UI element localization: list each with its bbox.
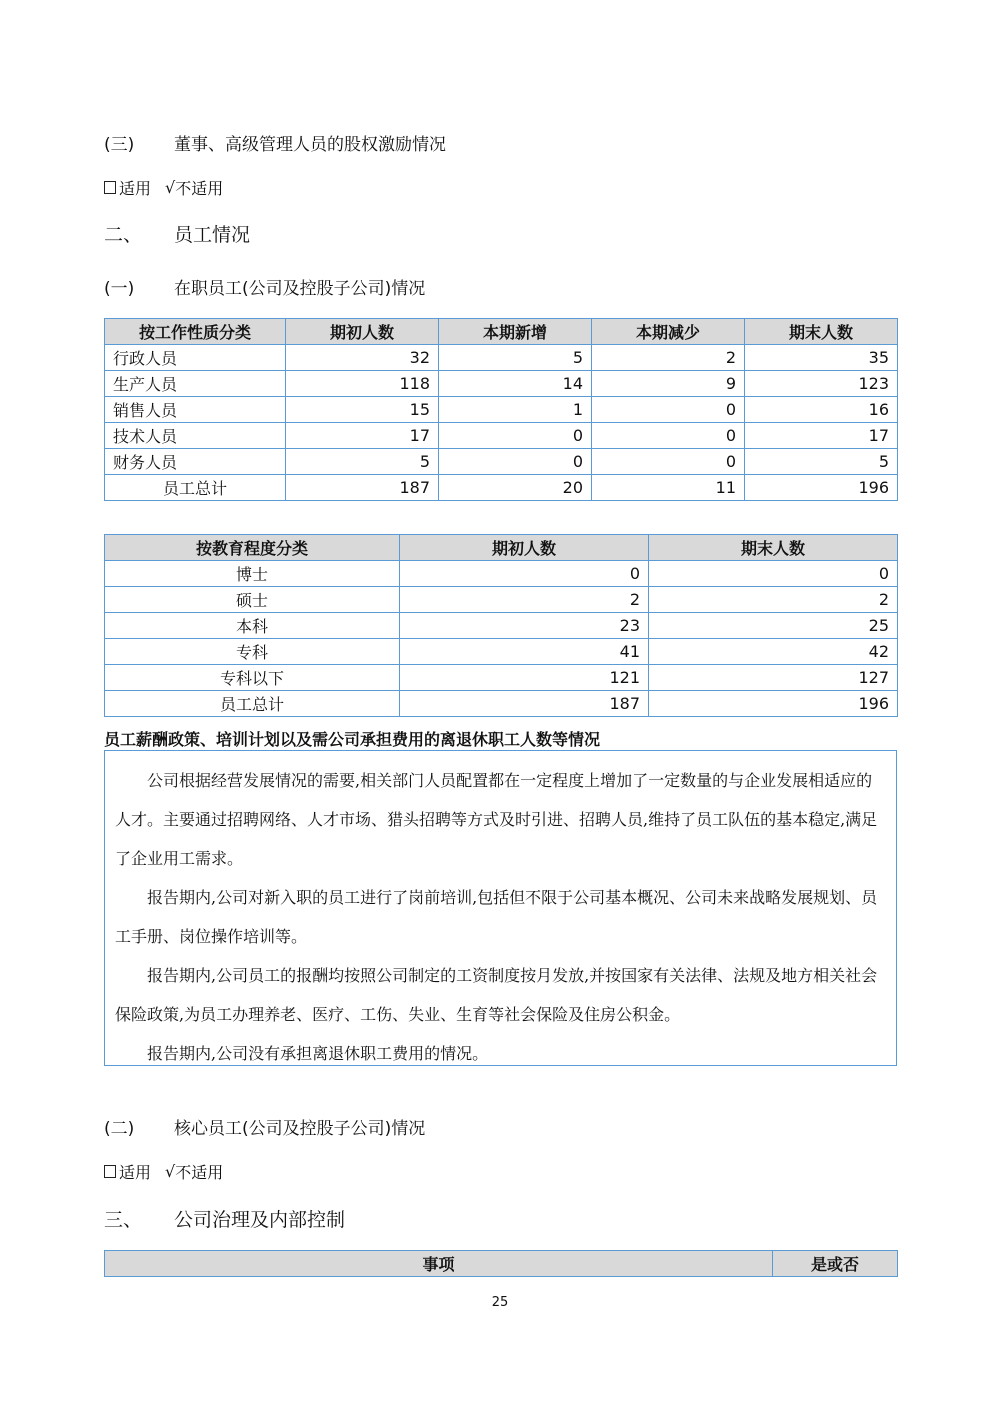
table-row xyxy=(105,639,898,665)
value-cell: 35 xyxy=(745,345,898,371)
table-header-row xyxy=(105,535,898,561)
value-cell: 20 xyxy=(439,475,592,501)
value-cell: 23 xyxy=(400,613,649,639)
header-cell: 按工作性质分类 xyxy=(105,319,286,345)
table-by-education xyxy=(104,534,898,717)
option-not-applicable: 不适用 xyxy=(175,179,224,198)
value-cell: 5 xyxy=(745,449,898,475)
section-2-2-heading xyxy=(104,1114,425,1139)
value-cell: 0 xyxy=(400,561,649,587)
value-cell: 2 xyxy=(649,587,898,613)
header-cell: 按教育程度分类 xyxy=(105,535,400,561)
policy-paragraph: 报告期内,公司对新入职的员工进行了岗前培训,包括但不限于公司基本概况、公司未来战略发展规划、员工手册、岗位操作培训等。 xyxy=(115,888,878,946)
value-cell: 25 xyxy=(649,613,898,639)
category-cell: 博士 xyxy=(105,561,400,587)
header-cell: 期初人数 xyxy=(400,535,649,561)
value-cell: 187 xyxy=(400,691,649,717)
value-cell: 0 xyxy=(649,561,898,587)
table-row xyxy=(105,397,898,423)
section-number: (一) xyxy=(104,279,135,299)
value-cell: 0 xyxy=(439,423,592,449)
header-cell: 是或否 xyxy=(773,1251,898,1277)
value-cell: 16 xyxy=(745,397,898,423)
value-cell: 41 xyxy=(400,639,649,665)
table-row xyxy=(105,345,898,371)
option-applicable: 适用 xyxy=(119,179,152,198)
table-total-row xyxy=(105,475,898,501)
value-cell: 0 xyxy=(592,397,745,423)
value-cell: 123 xyxy=(745,371,898,397)
value-cell: 127 xyxy=(649,665,898,691)
header-cell: 本期新增 xyxy=(439,319,592,345)
policy-text-box xyxy=(104,750,897,1066)
category-cell: 财务人员 xyxy=(105,449,286,475)
value-cell: 32 xyxy=(286,345,439,371)
section-number: 二、 xyxy=(104,224,143,246)
category-cell: 本科 xyxy=(105,613,400,639)
value-cell: 1 xyxy=(439,397,592,423)
option-not-applicable: 不适用 xyxy=(175,1163,224,1182)
header-cell: 本期减少 xyxy=(592,319,745,345)
value-cell: 17 xyxy=(745,423,898,449)
value-cell: 2 xyxy=(592,345,745,371)
policy-paragraph: 报告期内,公司没有承担离退休职工费用的情况。 xyxy=(147,1044,489,1063)
value-cell: 0 xyxy=(592,449,745,475)
table-total-row xyxy=(105,691,898,717)
value-cell: 2 xyxy=(400,587,649,613)
header-cell: 事项 xyxy=(105,1251,773,1277)
policy-paragraph: 公司根据经营发展情况的需要,相关部门人员配置都在一定程度上增加了一定数量的与企业发展相适应的人才。主要通过招聘网络、人才市场、猎头招聘等方式及时引进、招聘人员,维持了员工队伍的基本稳定,满足了企业用工需求。 xyxy=(115,771,878,868)
value-cell: 9 xyxy=(592,371,745,397)
total-label-cell: 员工总计 xyxy=(105,691,400,717)
section-title: 董事、高级管理人员的股权激励情况 xyxy=(174,135,446,155)
table-row xyxy=(105,665,898,691)
section-title: 在职员工(公司及控股子公司)情况 xyxy=(174,279,426,299)
total-label-cell: 员工总计 xyxy=(105,475,286,501)
table-by-work-nature xyxy=(104,318,898,501)
page-number: 25 xyxy=(491,1295,509,1310)
applicability-row-2 xyxy=(104,1160,223,1183)
value-cell: 121 xyxy=(400,665,649,691)
value-cell: 196 xyxy=(649,691,898,717)
applicability-row-1 xyxy=(104,176,223,199)
header-cell: 期末人数 xyxy=(745,319,898,345)
policy-caption: 员工薪酬政策、培训计划以及需公司承担费用的离退休职工人数等情况 xyxy=(104,730,601,749)
checkbox-unchecked-icon[interactable] xyxy=(104,181,116,194)
table-row xyxy=(105,449,898,475)
section-title: 核心员工(公司及控股子公司)情况 xyxy=(174,1119,426,1139)
option-applicable: 适用 xyxy=(119,1163,152,1182)
section-number: (三) xyxy=(104,135,135,155)
checkbox-unchecked-icon[interactable] xyxy=(104,1165,116,1178)
value-cell: 0 xyxy=(592,423,745,449)
value-cell: 17 xyxy=(286,423,439,449)
table-row xyxy=(105,371,898,397)
category-cell: 生产人员 xyxy=(105,371,286,397)
table-row xyxy=(105,587,898,613)
table-header-row xyxy=(105,319,898,345)
section-number: (二) xyxy=(104,1119,135,1139)
value-cell: 14 xyxy=(439,371,592,397)
value-cell: 42 xyxy=(649,639,898,665)
header-cell: 期末人数 xyxy=(649,535,898,561)
category-cell: 专科 xyxy=(105,639,400,665)
value-cell: 187 xyxy=(286,475,439,501)
table-row xyxy=(105,561,898,587)
section-3-heading xyxy=(104,1205,345,1232)
section-title: 员工情况 xyxy=(174,224,251,246)
value-cell: 0 xyxy=(439,449,592,475)
section-number: 三、 xyxy=(104,1209,143,1231)
check-mark-icon: √ xyxy=(165,178,176,197)
check-mark-icon: √ xyxy=(165,1162,176,1181)
category-cell: 行政人员 xyxy=(105,345,286,371)
table-row xyxy=(105,613,898,639)
section-3-sub-heading xyxy=(104,130,446,155)
category-cell: 专科以下 xyxy=(105,665,400,691)
category-cell: 销售人员 xyxy=(105,397,286,423)
header-cell: 期初人数 xyxy=(286,319,439,345)
section-title: 公司治理及内部控制 xyxy=(174,1209,346,1231)
value-cell: 5 xyxy=(286,449,439,475)
table-governance xyxy=(104,1250,898,1277)
value-cell: 15 xyxy=(286,397,439,423)
table-row xyxy=(105,423,898,449)
policy-paragraph: 报告期内,公司员工的报酬均按照公司制定的工资制度按月发放,并按国家有关法律、法规及地方相关社会保险政策,为员工办理养老、医疗、工伤、失业、生育等社会保险及住房公积金。 xyxy=(115,966,878,1024)
table-header-row xyxy=(105,1251,898,1277)
category-cell: 硕士 xyxy=(105,587,400,613)
category-cell: 技术人员 xyxy=(105,423,286,449)
section-2-1-heading xyxy=(104,274,425,299)
value-cell: 118 xyxy=(286,371,439,397)
section-2-heading xyxy=(104,220,250,247)
value-cell: 196 xyxy=(745,475,898,501)
value-cell: 11 xyxy=(592,475,745,501)
value-cell: 5 xyxy=(439,345,592,371)
